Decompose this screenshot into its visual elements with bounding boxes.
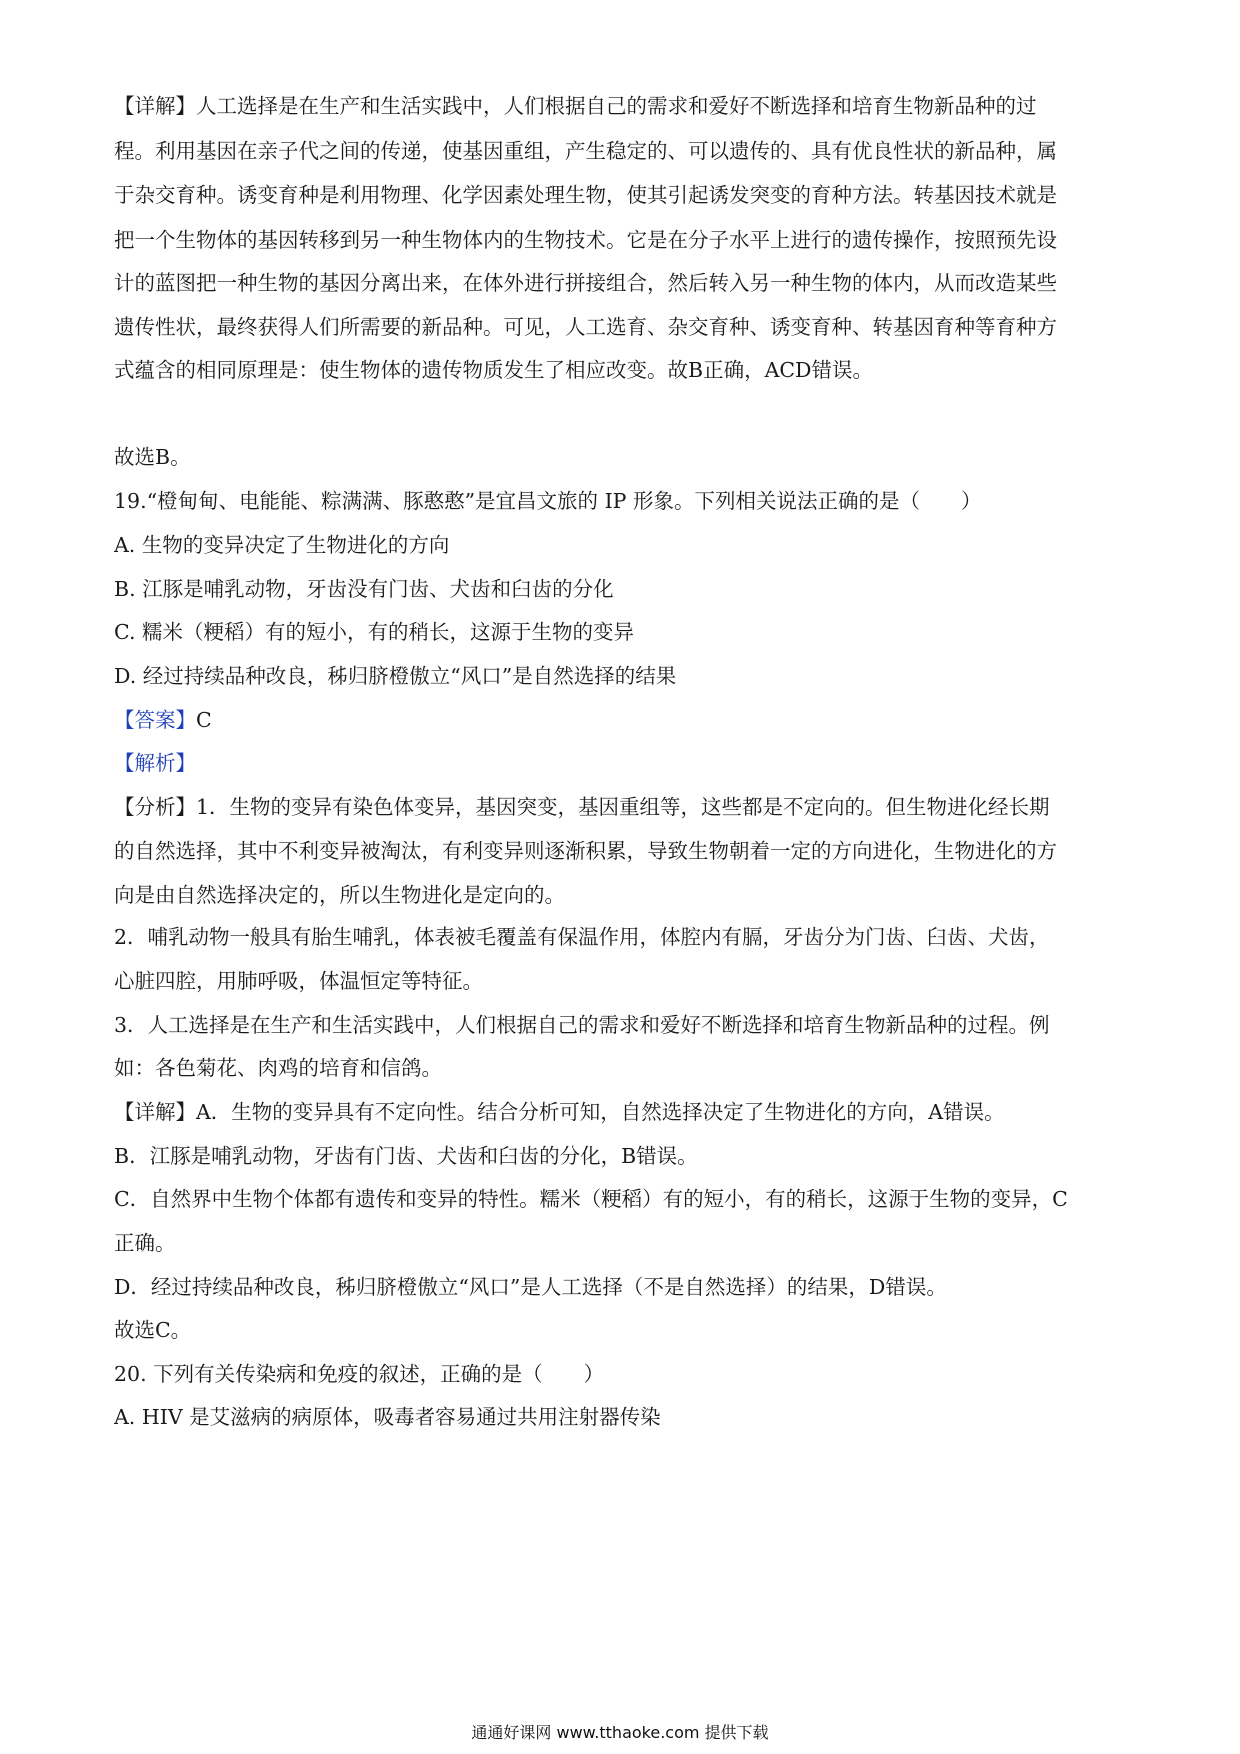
option-c: C. 糯米（粳稻）有的短小，有的稍长，这源于生物的变异 <box>114 620 634 644</box>
analysis-line: 3．人工选择是在生产和生活实践中，人们根据自己的需求和爱好不断选择和培育生物新品种的过程。例 <box>114 1013 1050 1037</box>
footer-text: 通通好课网 www.tthaoke.com 提供下载 <box>471 1723 769 1742</box>
analysis-line: 向是由自然选择决定的，所以生物进化是定向的。 <box>114 883 565 907</box>
detail-line: C．自然界中生物个体都有遗传和变异的特性。糯米（粳稻）有的短小，有的稍长，这源于生物的变异，C <box>114 1187 1068 1211</box>
question-stem: 19.“橙甸甸、电能能、粽满满、豚憨憨”是宜昌文旅的 IP 形象。下列相关说法正确的是（ ） <box>114 489 982 513</box>
detail-line: 【详解】A．生物的变异具有不定向性。结合分析可知，自然选择决定了生物进化的方向，A错误。 <box>114 1100 1005 1124</box>
analysis-line: 心脏四腔，用肺呼吸，体温恒定等特征。 <box>114 969 483 993</box>
option-a: A. 生物的变异决定了生物进化的方向 <box>114 533 450 557</box>
conclusion: 故选B。 <box>114 445 191 469</box>
analysis-line: 【分析】1．生物的变异有染色体变异，基因突变，基因重组等，这些都是不定向的。但生物进化经长期 <box>114 795 1050 819</box>
analysis-label: 【解析】 <box>114 751 196 775</box>
answer-line <box>114 705 1134 735</box>
option-b: B. 江豚是哺乳动物，牙齿没有门齿、犬齿和臼齿的分化 <box>114 577 614 601</box>
answer-label: 【答案】 <box>114 708 196 732</box>
analysis-line: 的自然选择，其中不利变异被淘汰，有利变异则逐渐积累，导致生物朝着一定的方向进化，生物进化的方 <box>114 839 1057 863</box>
detail-line: 遗传性状，最终获得人们所需要的新品种。可见，人工选育、杂交育种、诱变育种、转基因育种等育种方 <box>114 315 1057 339</box>
detail-line: 于杂交育种。诱变育种是利用物理、化学因素处理生物，使其引起诱发突变的育种方法。转基因技术就是 <box>114 183 1057 207</box>
question-stem: 20. 下列有关传染病和免疫的叙述，正确的是（ ） <box>114 1362 605 1386</box>
detail-line: D．经过持续品种改良，秭归脐橙傲立“风口”是人工选择（不是自然选择）的结果，D错误。 <box>114 1275 947 1299</box>
option-a: A. HIV 是艾滋病的病原体，吸毒者容易通过共用注射器传染 <box>114 1405 661 1429</box>
option-d: D. 经过持续品种改良，秭归脐橙傲立“风口”是自然选择的结果 <box>114 664 677 688</box>
conclusion: 故选C。 <box>114 1318 192 1342</box>
detail-line: 计的蓝图把一种生物的基因分离出来，在体外进行拼接组合，然后转入另一种生物的体内，从而改造某些 <box>114 271 1057 295</box>
analysis-line: 如：各色菊花、肉鸡的培育和信鸽。 <box>114 1056 442 1080</box>
detail-line: 【详解】人工选择是在生产和生活实践中，人们根据自己的需求和爱好不断选择和培育生物新品种的过 <box>114 94 1037 118</box>
detail-line: 把一个生物体的基因转移到另一种生物体内的生物技术。它是在分子水平上进行的遗传操作，按照预先设 <box>114 228 1057 252</box>
detail-line: B．江豚是哺乳动物，牙齿有门齿、犬齿和臼齿的分化，B错误。 <box>114 1144 698 1168</box>
detail-line: 式蕴含的相同原理是：使生物体的遗传物质发生了相应改变。故B正确，ACD错误。 <box>114 358 873 382</box>
detail-line: 正确。 <box>114 1231 176 1255</box>
detail-line: 程。利用基因在亲子代之间的传递，使基因重组，产生稳定的、可以遗传的、具有优良性状的新品种，属 <box>114 139 1057 163</box>
answer-value: C <box>196 708 212 732</box>
analysis-line: 2．哺乳动物一般具有胎生哺乳，体表被毛覆盖有保温作用，体腔内有膈，牙齿分为门齿、臼齿、犬齿， <box>114 925 1050 949</box>
